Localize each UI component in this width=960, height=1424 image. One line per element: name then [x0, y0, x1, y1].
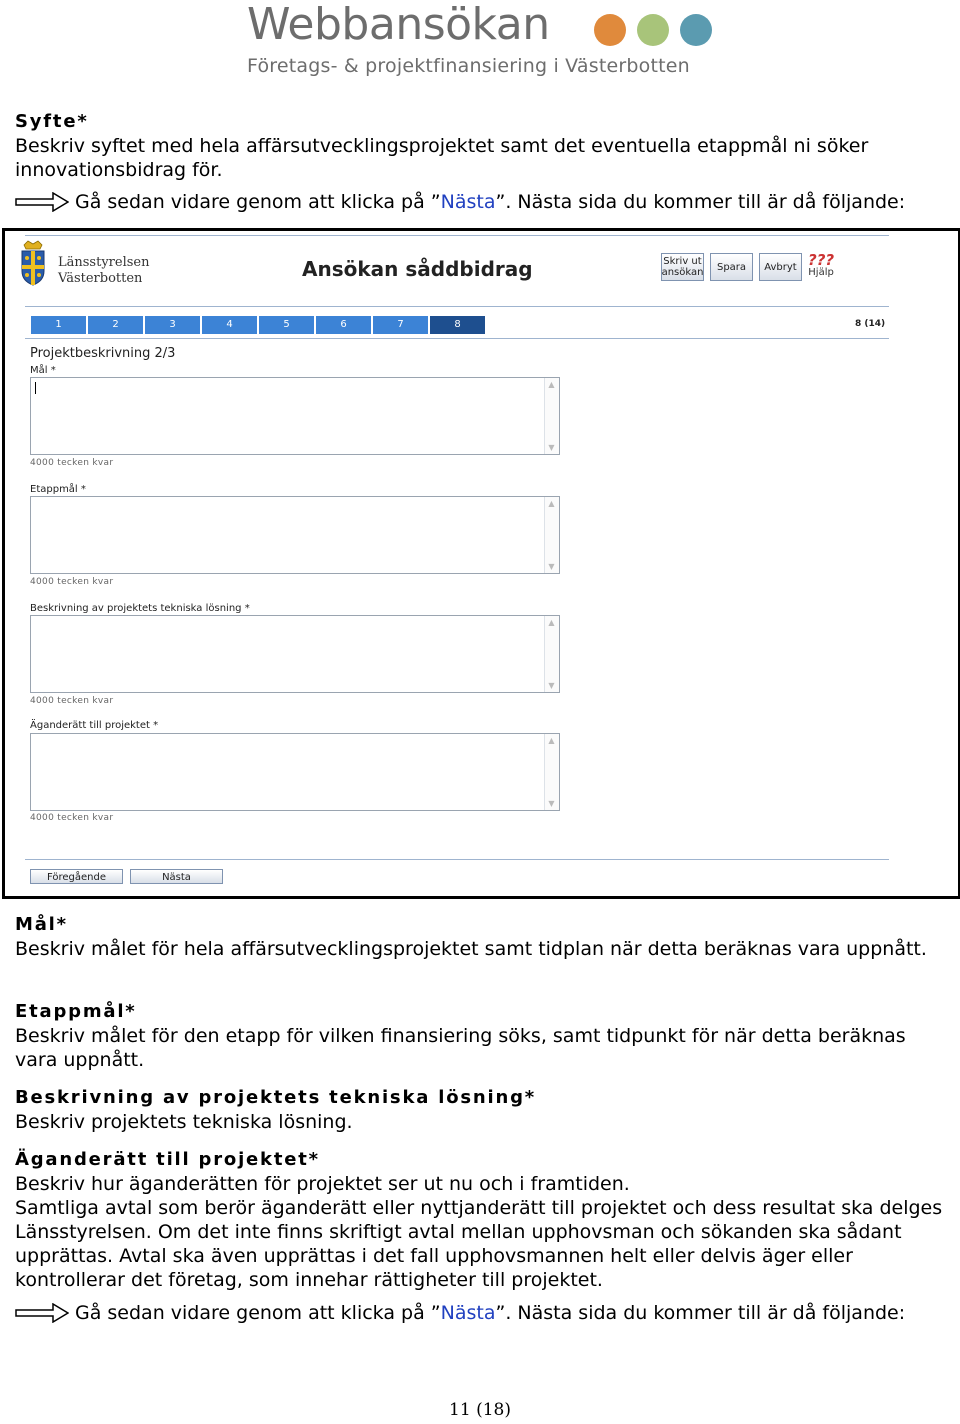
intro-text: Beskriv syftet med hela affärsutvecklingsprojektet samt det eventuella etappmål ni söker innovationsbidrag för. — [15, 135, 869, 181]
counter-etappmal: 4000 tecken kvar — [30, 577, 114, 587]
arrow-right-icon — [15, 1303, 69, 1323]
help-icon: ??? — [808, 251, 835, 269]
scroll-down-icon[interactable]: ▼ — [548, 443, 555, 452]
section-text: Beskriv målet för hela affärsutvecklingsprojektet samt tidplan när detta beräknas vara uppnått. — [15, 938, 927, 960]
logo-dot-green — [637, 14, 669, 46]
print-label-line1: Skriv ut — [663, 256, 702, 267]
scrollbar[interactable] — [544, 734, 559, 810]
scrollbar[interactable] — [544, 497, 559, 573]
save-button[interactable] — [710, 253, 753, 281]
section-teknisk-losning — [15, 1086, 950, 1134]
section-aganderatt — [15, 1148, 950, 1292]
textarea-etappmal[interactable] — [30, 496, 560, 574]
cancel-button[interactable] — [759, 253, 802, 281]
app-title: Ansökan såddbidrag — [302, 257, 533, 281]
textarea-aganderatt[interactable] — [30, 733, 560, 811]
field-label-etappmal: Etappmål * — [30, 484, 86, 495]
logo-dot-orange — [594, 14, 626, 46]
section-title: Projektbeskrivning 2/3 — [30, 346, 176, 361]
section-text: Beskriv projektets tekniska lösning. — [15, 1111, 353, 1133]
save-label: Spara — [716, 261, 747, 273]
section-heading: Beskrivning av projektets tekniska lösning* — [15, 1087, 536, 1108]
counter-mal: 4000 tecken kvar — [30, 458, 114, 468]
next-link-1[interactable]: Nästa — [440, 191, 496, 213]
textarea-teknisk-losning[interactable] — [30, 615, 560, 693]
step-7[interactable]: 7 — [373, 316, 428, 334]
print-label-line2: ansökan — [661, 267, 704, 278]
textarea-mal[interactable] — [30, 377, 560, 455]
scroll-down-icon[interactable]: ▼ — [548, 681, 555, 690]
scroll-down-icon[interactable]: ▼ — [548, 562, 555, 571]
next-button[interactable]: Nästa — [130, 869, 223, 884]
arrow-right-icon — [15, 192, 69, 212]
step-2[interactable]: 2 — [88, 316, 143, 334]
step-4[interactable]: 4 — [202, 316, 257, 334]
logo-subtitle: Företags- & projektfinansiering i Västerbotten — [247, 55, 690, 77]
section-etappmal — [15, 1000, 950, 1072]
scroll-up-icon[interactable]: ▲ — [548, 499, 555, 508]
section-text-2: Samtliga avtal som berör äganderätt eller nyttjanderätt till projektet och dess resultat ska delges Länsstyrelsen. Om det inte finns skriftigt avtal mellan upphovsman och sökanden ska sådant upprättas. Avtal ska även upprättas i det fall upphovsmannen helt eller delvis äger eller kontrollerar det företag, som innehar rättigheter till projektet. — [15, 1197, 943, 1291]
step-5[interactable]: 5 — [259, 316, 314, 334]
step-1[interactable]: 1 — [31, 316, 86, 334]
field-label-teknisk-losning: Beskrivning av projektets tekniska lösning * — [30, 603, 250, 614]
org-name-line2: Västerbotten — [58, 271, 143, 286]
app-screenshot — [2, 228, 960, 899]
header-separator — [25, 306, 889, 307]
section-mal — [15, 913, 950, 961]
nav-instruction-1-after: ”. Nästa sida du kommer till är då följande: — [495, 191, 906, 213]
help-button[interactable] — [808, 253, 834, 278]
footer-separator — [25, 859, 889, 860]
field-label-mal: Mål * — [30, 365, 56, 376]
scrollbar[interactable] — [544, 378, 559, 454]
nav-instruction-2 — [15, 1301, 905, 1325]
counter-teknisk-losning: 4000 tecken kvar — [30, 696, 114, 706]
org-name-line1: Länsstyrelsen — [58, 255, 150, 270]
field-label-aganderatt: Äganderätt till projektet * — [30, 720, 159, 731]
cancel-label: Avbryt — [764, 261, 797, 273]
section-heading: Etappmål* — [15, 1001, 137, 1022]
step-6[interactable]: 6 — [316, 316, 371, 334]
section-text: Beskriv hur äganderätten för projektet ser ut nu och i framtiden. — [15, 1173, 630, 1195]
scroll-down-icon[interactable]: ▼ — [548, 799, 555, 808]
scrollbar[interactable] — [544, 616, 559, 692]
intro-block — [15, 110, 950, 182]
scroll-up-icon[interactable]: ▲ — [548, 618, 555, 627]
section-heading: Äganderätt till projektet* — [15, 1149, 320, 1170]
section-text: Beskriv målet för den etapp för vilken finansiering söks, samt tidpunkt för när detta beräknas vara uppnått. — [15, 1025, 906, 1071]
page-number: 11 (18) — [449, 1400, 511, 1420]
step-count: 8 (14) — [855, 319, 886, 329]
nav-instruction-2-after: ”. Nästa sida du kommer till är då följande: — [495, 1302, 906, 1324]
text-caret — [35, 382, 36, 394]
nav-instruction-1-before: Gå sedan vidare genom att klicka på ” — [75, 191, 441, 213]
top-line — [25, 235, 889, 236]
scroll-up-icon[interactable]: ▲ — [548, 380, 555, 389]
next-link-2[interactable]: Nästa — [440, 1302, 496, 1324]
steps-separator — [25, 338, 889, 339]
print-button[interactable] — [661, 253, 704, 281]
org-name — [58, 255, 149, 287]
nav-instruction-2-before: Gå sedan vidare genom att klicka på ” — [75, 1302, 441, 1324]
previous-button[interactable]: Föregående — [30, 869, 123, 884]
help-label: Hjälp — [808, 267, 834, 278]
intro-heading: Syfte* — [15, 111, 89, 132]
step-8[interactable]: 8 — [430, 316, 485, 334]
counter-aganderatt: 4000 tecken kvar — [30, 813, 114, 823]
section-heading: Mål* — [15, 914, 68, 935]
nav-instruction-1 — [15, 190, 905, 214]
step-3[interactable]: 3 — [145, 316, 200, 334]
scroll-up-icon[interactable]: ▲ — [548, 736, 555, 745]
logo-dot-teal — [680, 14, 712, 46]
logo-title: Webbansökan — [247, 0, 550, 50]
crest-icon — [18, 239, 48, 287]
